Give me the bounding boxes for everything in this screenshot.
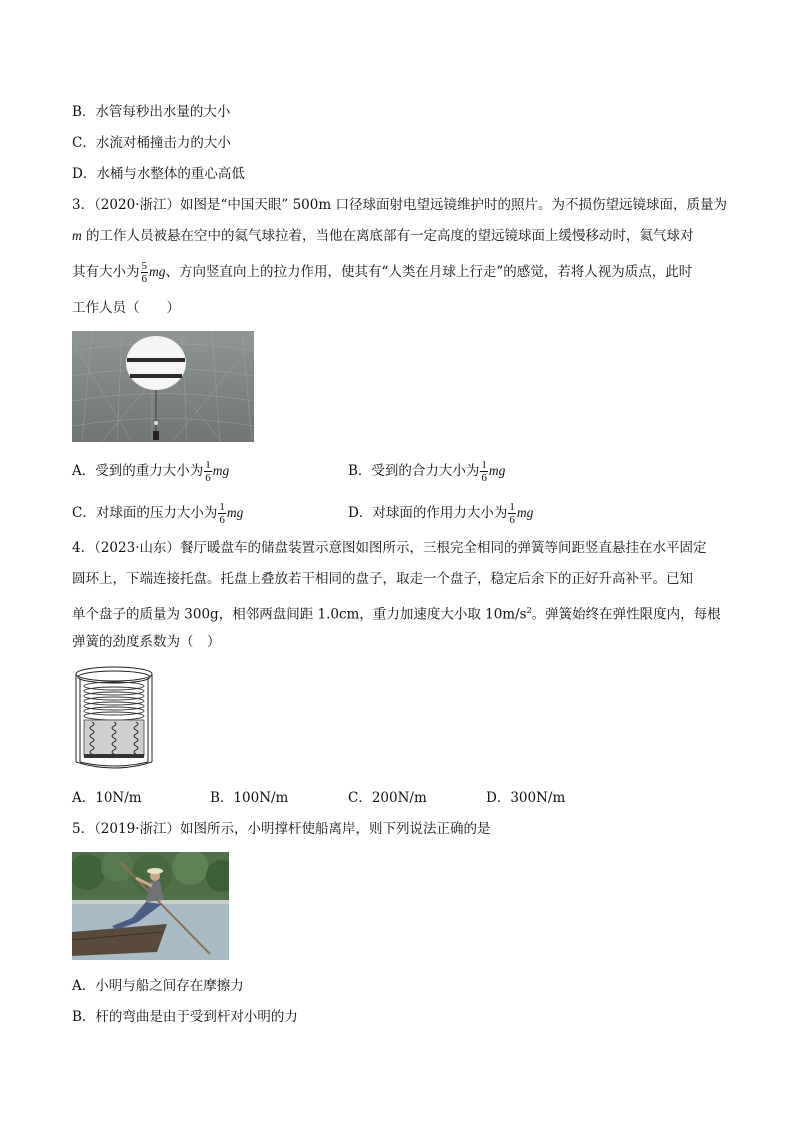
q2-option-c: C．水流对桶撞击力的大小 [72, 135, 231, 151]
fraction-one-sixth: $\frac{1}{6}$ [509, 501, 515, 526]
fraction-five-sixths: $\frac{5}{6}$ [141, 260, 147, 285]
q3-line3-pre: 其有大小为 [72, 264, 140, 280]
q3-option-a [72, 459, 229, 484]
q3-line3-post: 、方向竖直向上的拉力作用，使其有“人类在月球上行走”的感觉，若将人视为质点，此时 [165, 264, 693, 280]
q3-option-b-label: B．受到的合力大小为 [348, 463, 480, 479]
q3-option-d-label: D．对球面的作用力大小为 [348, 505, 508, 521]
fraction-one-sixth: $\frac{1}{6}$ [481, 459, 487, 484]
q3-option-d [348, 501, 533, 526]
q4-option-a: A．10N/m [72, 790, 142, 806]
mg-symbol: mg [226, 505, 244, 520]
q5-option-a: A．小明与船之间存在摩擦力 [72, 978, 244, 994]
fraction-one-sixth: $\frac{1}{6}$ [205, 459, 211, 484]
q2-option-d: D．水桶与水整体的重心高低 [72, 166, 245, 182]
boat-photo [72, 852, 229, 960]
q4-option-b: B．100N/m [210, 790, 289, 806]
q3-line2-text: 的工作人员被悬在空中的氦气球拉着，当他在离底部有一定高度的望远镜球面上缓慢移动时，氦气球对 [81, 228, 694, 244]
mg-symbol: mg [488, 463, 506, 478]
fraction-one-sixth: $\frac{1}{6}$ [219, 501, 225, 526]
q4-stem-line4: 弹簧的劲度系数为（ ） [72, 634, 221, 650]
q4-stem-line1: 4．（2023·山东）餐厅暖盘车的储盘装置示意图如图所示，三根完全相同的弹簧等间距竖直悬挂在水平固定 [72, 540, 707, 556]
mass-symbol: m [72, 228, 82, 243]
mg-symbol: mg [212, 463, 230, 478]
mg-symbol: mg [149, 264, 166, 279]
balloon-photo [72, 331, 254, 442]
q4-stem-line2: 圆环上，下端连接托盘。托盘上叠放若干相同的盘子，取走一个盘子，稳定后余下的正好升高补平。已知 [72, 571, 693, 587]
q3-option-b [348, 459, 505, 484]
q3-option-c [72, 501, 243, 526]
q2-option-b: B．水管每秒出水量的大小 [72, 104, 231, 120]
mg-symbol: mg [516, 505, 534, 520]
q3-stem-line4: 工作人员（ ） [72, 300, 180, 316]
q4-option-c: C．200N/m [348, 790, 427, 806]
q3-stem-line1: 3．（2020·浙江）如图是“中国天眼” 500m 口径球面射电望远镜维护时的照片。为不损伤望远镜球面，质量为 [72, 197, 727, 213]
q4-option-d: D．300N/m [486, 790, 566, 806]
q4-line3-post: 。弹簧始终在弹性限度内，每根 [531, 606, 721, 623]
q3-option-c-label: C．对球面的压力大小为 [72, 505, 218, 521]
q4-line3-pre: 单个盘子的质量为 300g，相邻两盘间距 1.0cm，重力加速度大小取 10m/s [72, 606, 527, 623]
q3-stem-line2 [72, 226, 694, 246]
q5-option-b: B．杆的弯曲是由于受到杆对小明的力 [72, 1009, 298, 1025]
q4-stem-line3 [72, 601, 721, 625]
q3-stem-line3 [72, 260, 692, 285]
plate-warmer-diagram [70, 664, 158, 774]
q5-stem-line1: 5．（2019·浙江）如图所示，小明撑杆使船离岸，则下列说法正确的是 [72, 821, 491, 837]
q4-superscript: 2 [526, 606, 532, 615]
q3-option-a-label: A．受到的重力大小为 [72, 463, 204, 479]
